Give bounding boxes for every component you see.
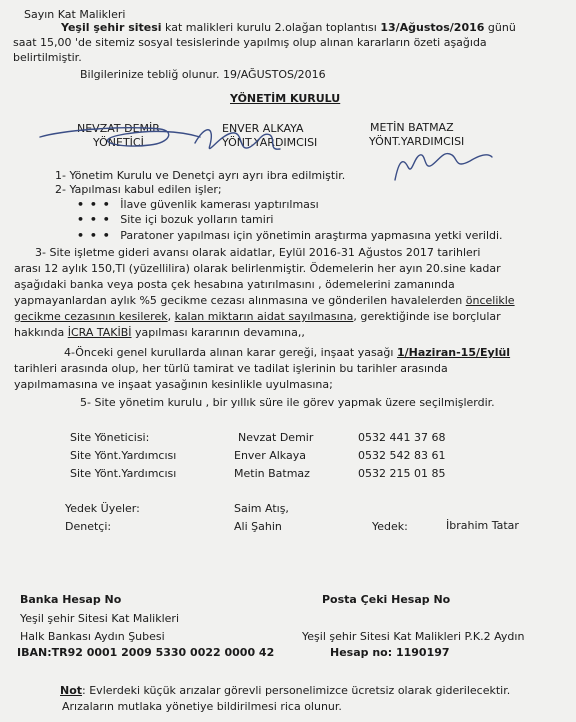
post-title: Posta Çeki Hesap No xyxy=(322,593,451,606)
decision-3-underlined: İCRA TAKİBİ xyxy=(67,326,132,339)
note-text: : Evlerdeki küçük arızalar görevli personelimizce ücretsiz olarak giderilecektir. xyxy=(82,684,511,697)
signature-1 xyxy=(40,128,200,146)
reserve-members: Saim Atış, xyxy=(234,502,289,515)
board-member-name: METİN BATMAZ xyxy=(370,121,454,134)
auditor-label: Denetçi: xyxy=(65,520,112,533)
note-label: Not xyxy=(60,684,83,697)
decision-4-line-2: tarihleri arasında olup, her türlü tamirat ve tadilat işlerinin bu tarihler arasında xyxy=(14,362,448,375)
greeting: Sayın Kat Malikleri xyxy=(24,8,126,21)
board-title: YÖNETİM KURULU xyxy=(230,92,341,105)
work-item-text: İlave güvenlik kamerası yaptırılması xyxy=(120,198,319,211)
meeting-date: 13/Ağustos/2016 xyxy=(380,21,485,34)
decision-3-line-4 xyxy=(14,294,515,307)
intro-line-3: belirtilmiştir. xyxy=(13,51,82,64)
contact-phone: 0532 441 37 68 xyxy=(358,431,446,444)
bullet-icon: • • • xyxy=(77,213,111,226)
decision-3-line-2: arası 12 aylık 150,Tl (yüzellilira) olarak belirlenmiştir. Ödemelerin her ayın 20.sine kadar xyxy=(14,262,501,275)
reserve-auditor-name: İbrahim Tatar xyxy=(446,519,519,532)
bank-holder: Yeşil şehir Sitesi Kat Malikleri xyxy=(20,612,180,625)
board-member-role: YÖNT.YARDIMCISI xyxy=(222,136,318,149)
bullet-icon: • • • xyxy=(77,198,111,211)
note-line-2: Arızaların mutlaka yönetiye bildirilmesi rica olunur. xyxy=(62,700,342,713)
work-item xyxy=(77,198,319,211)
decision-3-text: , xyxy=(167,310,175,323)
reserve-members-label: Yedek Üyeler: xyxy=(65,502,140,515)
contact-phone: 0532 215 01 85 xyxy=(358,467,446,480)
decision-3-line-5 xyxy=(14,310,501,323)
signature-2 xyxy=(195,130,280,149)
construction-ban-period: 1/Haziran-15/Eylül xyxy=(396,346,511,359)
decision-3-text: yapmayanlardan aylık %5 gecikme cezası alınmasına ve gönderilen havalelerden xyxy=(14,294,466,307)
post-holder: Yeşil şehir Sitesi Kat Malikleri P.K.2 Aydın xyxy=(302,630,525,643)
intro-line-1 xyxy=(61,21,516,34)
note-line-1 xyxy=(60,684,510,697)
decision-3-text: hakkında xyxy=(14,326,68,339)
decision-3-underlined: gecikme cezasının kesilerek xyxy=(14,310,168,323)
decision-3-line-6 xyxy=(14,326,305,339)
intro-text-a: kat malikleri kurulu 2.olağan toplantısı xyxy=(161,21,381,34)
contact-name: Metin Batmaz xyxy=(234,467,310,480)
bullet-icon: • • • xyxy=(77,229,111,242)
intro-line-2: saat 15,00 'de sitemiz sosyal tesislerinde yapılmış olup alınan kararların özeti aşağıda xyxy=(13,36,487,49)
decision-4-line-3: yapılmamasına ve inşaat yasağının kesinlikle uyulmasına; xyxy=(14,378,333,391)
notice-line: Bilgilerinize tebliğ olunur. 19/AĞUSTOS/2016 xyxy=(80,68,326,81)
work-item xyxy=(77,213,273,226)
decision-1: 1- Yönetim Kurulu ve Denetçi ayrı ayrı ibra edilmiştir. xyxy=(55,169,346,182)
intro-text-b: günü xyxy=(484,21,516,34)
bank-branch: Halk Bankası Aydın Şubesi xyxy=(20,630,165,643)
board-member-name: NEVZAT DEMİR xyxy=(77,122,160,135)
contact-role: Site Yönt.Yardımcısı xyxy=(70,449,177,462)
decision-3-text: , gerektiğinde ise borçlular xyxy=(353,310,501,323)
post-account: Hesap no: 1190197 xyxy=(330,646,450,659)
contact-name: Enver Alkaya xyxy=(234,449,306,462)
board-member-name: ENVER ALKAYA xyxy=(222,122,304,135)
signature-3 xyxy=(395,154,492,180)
contact-phone: 0532 542 83 61 xyxy=(358,449,446,462)
reserve-auditor-label: Yedek: xyxy=(372,520,408,533)
work-item xyxy=(77,229,503,242)
decision-4-text: 4-Önceki genel kurullarda alınan karar gereği, inşaat yasağı xyxy=(64,346,397,359)
work-item-text: Paratoner yapılması için yönetimin araştırma yapmasına yetki verildi. xyxy=(120,229,503,242)
contact-name: Nevzat Demir xyxy=(238,431,314,444)
decision-3-underlined: kalan miktarın aidat sayılmasına xyxy=(174,310,354,323)
decision-3-line-1: 3- Site işletme gideri avansı olarak aidatlar, Eylül 2016-31 Ağustos 2017 tarihleri xyxy=(35,246,481,259)
board-member-role: YÖNETİCİ xyxy=(93,136,144,149)
decision-5: 5- Site yönetim kurulu , bir yıllık süre ile görev yapmak üzere seçilmişlerdir. xyxy=(80,396,495,409)
board-member-role: YÖNT.YARDIMCISI xyxy=(369,135,465,148)
work-item-text: Site içi bozuk yolların tamiri xyxy=(120,213,274,226)
bank-iban: IBAN:TR92 0001 2009 5330 0022 0000 42 xyxy=(17,646,275,659)
decision-2: 2- Yapılması kabul edilen işler; xyxy=(55,183,222,196)
intro-site-name: Yeşil şehir sitesi xyxy=(61,21,162,34)
bank-title: Banka Hesap No xyxy=(20,593,122,606)
auditor-name: Ali Şahin xyxy=(234,520,282,533)
contact-role: Site Yöneticisi: xyxy=(70,431,150,444)
decision-4-line-1 xyxy=(64,346,510,359)
contact-role: Site Yönt.Yardımcısı xyxy=(70,467,177,480)
decision-3-text: yapılması kararının devamına,, xyxy=(131,326,305,339)
decision-3-underlined: öncelikle xyxy=(465,294,515,307)
decision-3-line-3: aşağıdaki banka veya posta çek hesabına yatırılmasını , ödemelerini zamanında xyxy=(14,278,455,291)
